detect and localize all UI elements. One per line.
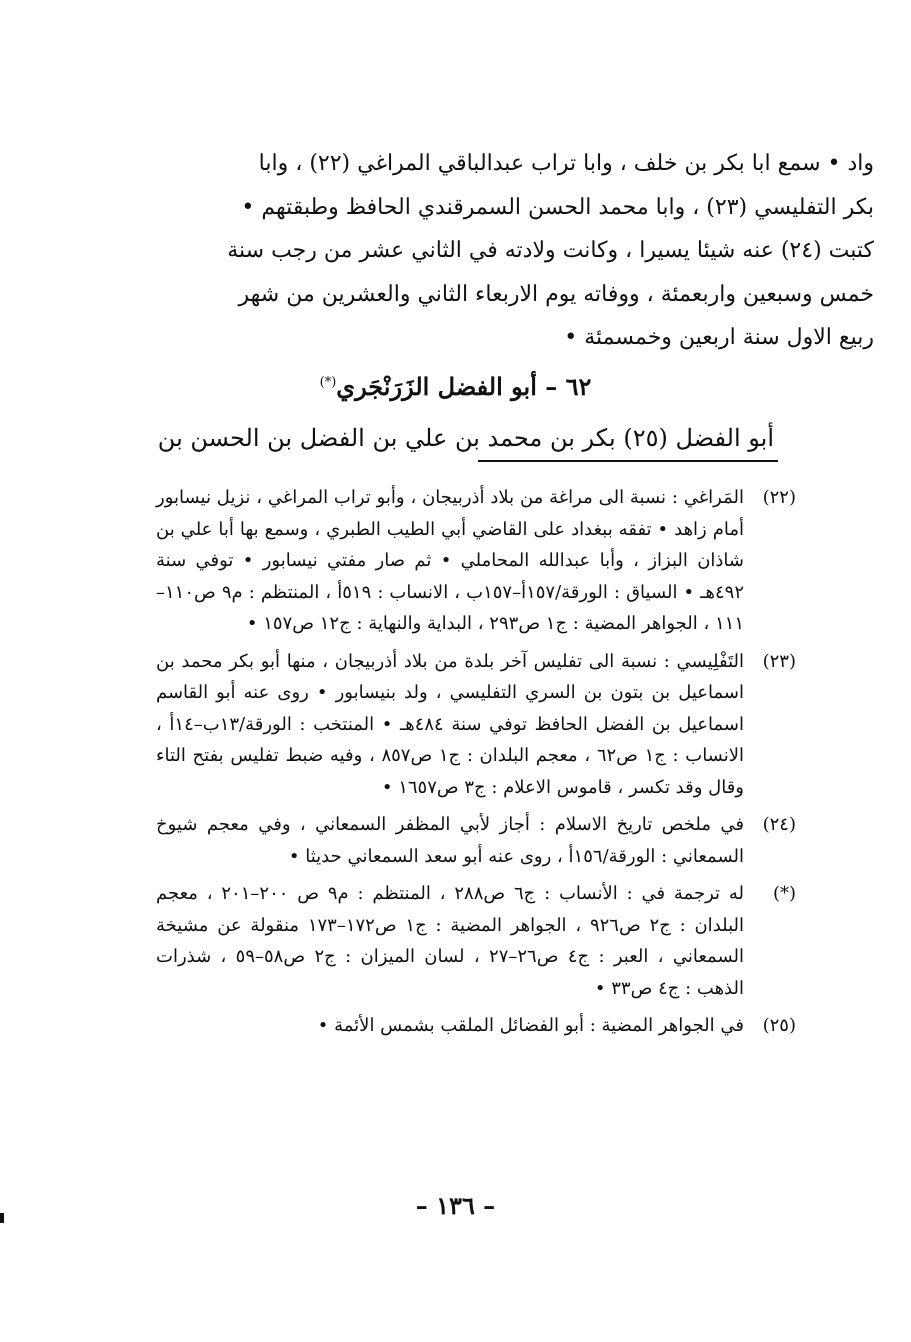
footnote-number: (٢٥) — [762, 1015, 796, 1036]
entry-heading-note-marker: (*) — [319, 375, 337, 390]
footnote-number: (٢٣) — [762, 650, 796, 672]
entry-heading — [0, 363, 911, 407]
footnote — [156, 878, 796, 1004]
footnote — [156, 1010, 796, 1042]
footnote — [156, 482, 796, 640]
entry-intro-line: أبو الفضل (٢٥) بكر بن محمد بن علي بن الفضل بن الحسن بن — [157, 424, 774, 452]
page-number: – ١٣٦ – — [415, 1191, 496, 1220]
footnote — [156, 646, 796, 804]
footnote-text: في ملخص تاريخ الاسلام : أجاز لأبي المظفر السمعاني ، وفي معجم شيوخ السمعاني : الورقة/١٥٦أ ، روى عنه أبو سعد السمعاني حديثا • — [156, 814, 744, 867]
main-text-line: ربيع الاول سنة اربعين وخمسمئة • — [564, 325, 874, 350]
footnote-text: التَفْلِيسي : نسبة الى تفليس آخر بلدة من بلاد أذربيجان ، منها أبو بكر محمد بن اسماعيل بن بتون بن السري التفليسي ، ولد بنيسابور • روى عنه أبو القاسم اسماعيل بن الفضل الحافظ توفي سنة ٤٨٤هـ • المنتخب : الورقة/١٣ب–١٤أ ، الانساب : ج١ ص٦٢ ، معجم البلدان : ج١ ص٨٥٧ ، وفيه ضبط تفليس بفتح التاء وقال وقد تكسر ، قاموس الاعلام : ج٣ ص١٦٥٧ • — [156, 650, 745, 798]
main-text-line: كتبت (٢٤) عنه شيئا يسيرا ، وكانت ولادته في الثاني عشر من رجب سنة — [227, 238, 874, 263]
main-text-line: خمس وسبعين واربعمئة ، ووفاته يوم الاربعاء الثاني والعشرين من شهر — [238, 281, 874, 307]
footnote-text: له ترجمة في : الأنساب : ج٦ ص٢٨٨ ، المنتظم : م٩ ص ٢٠٠–٢٠١ ، معجم البلدان : ج٢ ص٩٢٦ ، الجواهر المضية : ج١ ص١٧٢–١٧٣ منقولة عن مشيخة السمعاني ، العبر : ج٤ ص٢٦–٢٧ ، لسان الميزان : ج٢ ص٥٨–٥٩ ، شذرات الذهب : ج٤ ص٣٣ • — [156, 883, 745, 999]
entry-heading-text: ٦٢ – أبو الفضل الزَرَنْجَري — [336, 372, 592, 401]
scan-mark — [0, 1213, 4, 1223]
footnote-divider — [478, 460, 778, 462]
footnotes — [156, 482, 796, 1048]
main-text — [158, 142, 874, 360]
footnote-number: (٢٢) — [762, 487, 796, 508]
footnote-number: (*) — [772, 883, 796, 904]
main-text-line: واد • سمع ابا بكر بن خلف ، وابا تراب عبدالباقي المراغي (٢٢) ، وابا — [258, 151, 874, 176]
footnote-number: (٢٤) — [762, 814, 796, 835]
footnote-text: المَراغي : نسبة الى مراغة من بلاد أذربيجان ، وأبو تراب المراغي ، نزيل نيسابور أمام زاهد • تفقه ببغداد على القاضي أبي الطيب الطبري ، وسمع بها أبا علي بن شاذان البزاز ، وأبا عبدالله المحاملي • ثم صار مفتي نيسابور • توفي سنة ٤٩٢هـ • السياق : الورقة/١٥٧أ–١٥٧ب ، الانساب : ٥١٩أ ، المنتظم : م٩ ص١١٠–١١١ ، الجواهر المضية : ج١ ص٢٩٣ ، البداية والنهاية : ج١٢ ص١٥٧ • — [156, 487, 745, 634]
main-text-line: بكر التفليسي (٢٣) ، وابا محمد الحسن السمرقندي الحافظ وطبقتهم • — [241, 194, 874, 220]
footnote-text: في الجواهر المضية : أبو الفضائل الملقب بشمس الأئمة • — [317, 1015, 744, 1036]
footnote — [156, 809, 796, 872]
